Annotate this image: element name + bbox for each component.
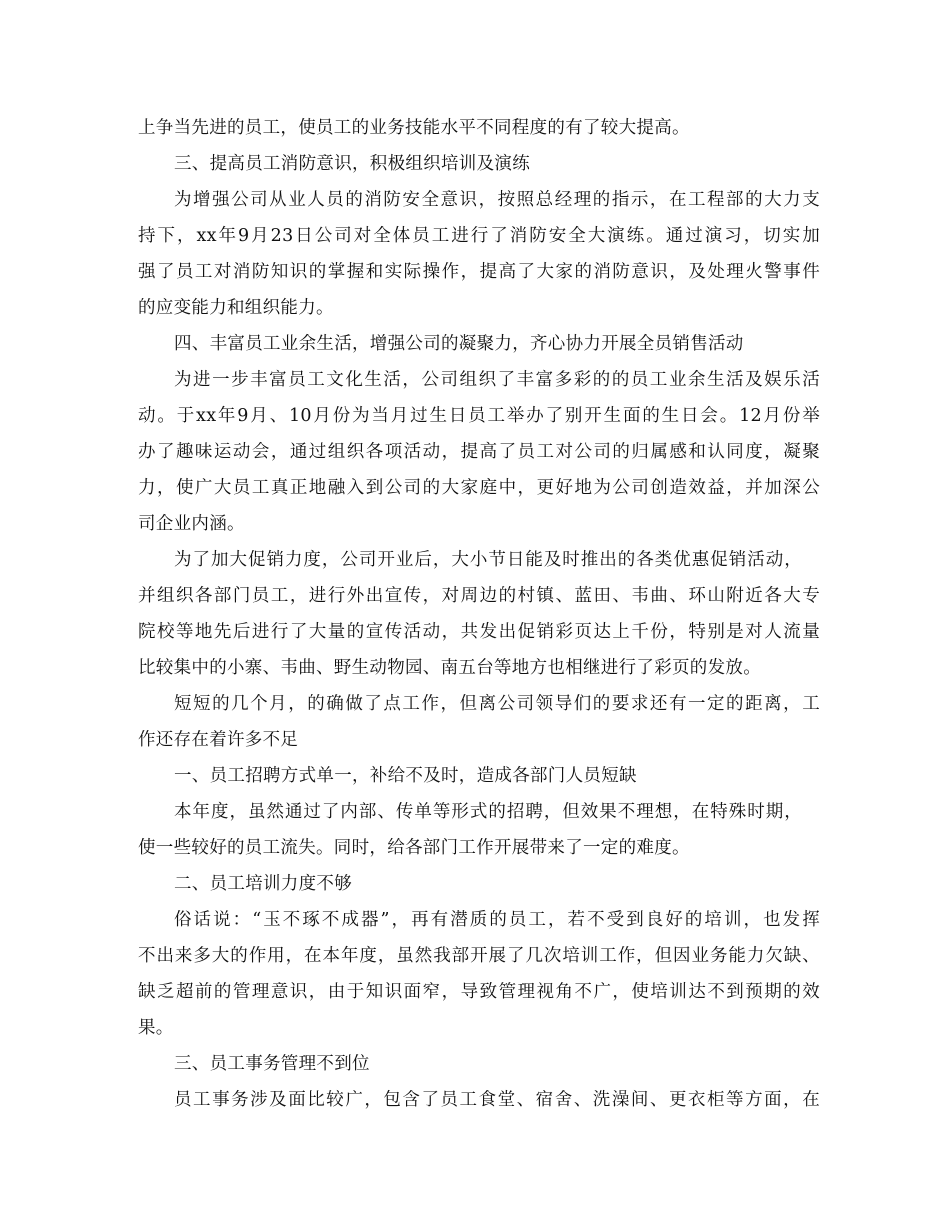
- text-line: 俗话说：“玉不琢不成器”，再有潜质的员工，若不受到良好的培训，也发挥: [174, 910, 820, 930]
- text-line: 员工事务涉及面比较广，包含了员工食堂、宿舍、洗澡间、更衣柜等方面，在: [174, 1090, 820, 1110]
- section-heading: 二、员工培训力度不够: [174, 874, 352, 894]
- text-line: 为进一步丰富员工文化生活，公司组织了丰富多彩的的员工业余生活及娱乐活: [174, 370, 820, 390]
- section-heading: 四、丰富员工业余生活，增强公司的凝聚力，齐心协力开展全员销售活动: [174, 334, 744, 354]
- text-line: 比较集中的小寨、韦曲、野生动物园、南五台等地方也相继进行了彩页的发放。: [138, 658, 761, 678]
- text-line: 司企业内涵。: [138, 514, 245, 534]
- section-heading: 一、员工招聘方式单一，补给不及时，造成各部门人员短缺: [174, 766, 637, 786]
- text-line: 使一些较好的员工流失。同时，给各部门工作开展带来了一定的难度。: [138, 838, 690, 858]
- text-line: 为增强公司从业人员的消防安全意识，按照总经理的指示，在工程部的大力支: [174, 190, 820, 210]
- text-line: 力，使广大员工真正地融入到公司的大家庭中，更好地为公司创造效益，并加深公: [138, 478, 820, 498]
- text-line: 不出来多大的作用，在本年度，虽然我部开展了几次培训工作，但因业务能力欠缺、: [138, 946, 820, 966]
- text-line: 作还存在着许多不足: [138, 730, 299, 750]
- text-line: 上争当先进的员工，使员工的业务技能水平不同程度的有了较大提高。: [138, 118, 690, 138]
- text-line: 缺乏超前的管理意识，由于知识面窄，导致管理视角不广，使培训达不到预期的效: [138, 982, 820, 1002]
- text-line: 持下，xx年9月23日公司对全体员工进行了消防安全大演练。通过演习，切实加: [138, 226, 820, 246]
- section-heading: 三、员工事务管理不到位: [174, 1054, 370, 1074]
- text-line: 动。于xx年9月、10月份为当月过生日员工举办了别开生面的生日会。12月份举: [138, 406, 820, 426]
- section-heading: 三、提高员工消防意识，积极组织培训及演练: [174, 154, 530, 174]
- text-line: 为了加大促销力度，公司开业后，大小节日能及时推出的各类优惠促销活动，: [174, 550, 802, 570]
- text-line: 短短的几个月，的确做了点工作，但离公司领导们的要求还有一定的距离，工: [174, 694, 820, 714]
- text-line: 本年度，虽然通过了内部、传单等形式的招聘，但效果不理想，在特殊时期，: [174, 802, 802, 822]
- text-line: 办了趣味运动会，通过组织各项活动，提高了员工对公司的归属感和认同度，凝聚: [138, 442, 820, 462]
- text-line: 果。: [138, 1018, 174, 1038]
- text-line: 院校等地先后进行了大量的宣传活动，共发出促销彩页达上千份，特别是对人流量: [138, 622, 820, 642]
- text-line: 强了员工对消防知识的掌握和实际操作，提高了大家的消防意识，及处理火警事件: [138, 262, 820, 282]
- text-line: 的应变能力和组织能力。: [138, 298, 334, 318]
- text-line: 并组织各部门员工，进行外出宣传，对周边的村镇、蓝田、韦曲、环山附近各大专: [138, 586, 820, 606]
